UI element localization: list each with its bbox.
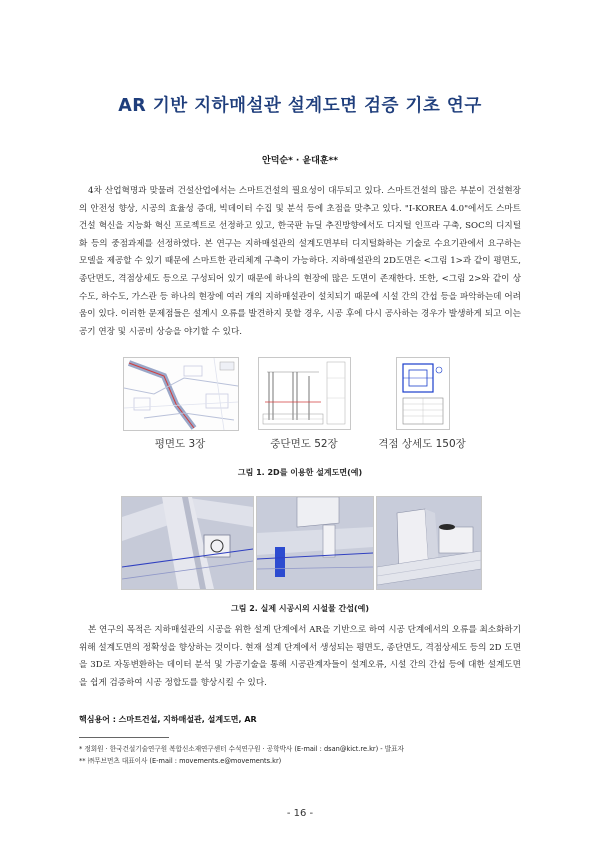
keywords: 핵심용어 : 스마트건설, 지하매설관, 설계도면, AR: [79, 715, 257, 724]
paper-title: AR 기반 지하매설관 설계도면 검증 기초 연구: [118, 96, 482, 116]
author-list: 안덕순* · 윤대훈**: [262, 156, 338, 166]
body-paragraph-1: 4차 산업혁명과 맞물려 건설산업에서는 스마트건설의 필요성이 대두되고 있다. 스마트건설의 많은 부분이 건설현장의 안전성 향상, 시공의 효율성 증대, 빅데이터 수집 및 분석 등에 초점을 맞추고 있다. "I-KOREA 4.0"에서도 스마트건설 혁신을 지능화 혁신 프로젝트로 선정하고 있고, 한국판 뉴딜 추진방향에서도 디지털 인프라 구축, SOC의 디지털화 등의 중점과제를 선정하였다. 본 연구는 지하매설관의 설계도면부터 디지털화하는 기술로 수요기관에서 요구하는 모델을 제공할 수 있기 때문에 스마트한 관리체계 구축이 가능하다. 지하매설관의 2D도면은 <그림 1>과 같이 평면도, 종단면도, 격점상세도 등으로 구성되어 있기 때문에 하나의 현장에 많은 도면이 존재한다. 또한, <그림 2>와 같이 상수도, 하수도, 가스관 등 하나의 현장에 여러 개의 지하매설관이 설치되기 때문에 시설 간의 간섭 등을 파악하는데 어려움이 있다. 이러한 문제점들은 설계시 오류를 발견하지 못할 경우, 시공 후에 다시 공사하는 경우가 발생하게 되고 이는 공기 연장 및 시공비 상승을 야기할 수 있다.: [79, 186, 521, 337]
figure1-label-plan: 평면도 3장: [154, 438, 206, 450]
figure1-detail-drawing: [396, 357, 450, 430]
page-number: - 16 -: [286, 808, 314, 819]
footnote-1: * 정회원 · 한국건설기술연구원 복합신소재연구센터 수석연구원 · 공학박사 (E-mail : dsan@kict.re.kr) - 발표자: [79, 745, 404, 753]
figure1-caption: 그림 1. 2D를 이용한 설계도면(예): [237, 468, 363, 477]
figure1-label-detail: 격점 상세도 150장: [378, 438, 466, 450]
footnote-2: ** ㈜무브먼츠 대표이사 (E-mail : movements.e@movements.kr): [79, 757, 282, 765]
figure2-view-right: [376, 496, 482, 590]
figure1-label-profile: 중단면도 52장: [270, 438, 338, 450]
figure2-view-center: [256, 496, 374, 590]
figure2-caption: 그림 2. 실제 시공시의 시설물 간섭(예): [230, 604, 370, 613]
figure2-view-left: [121, 496, 254, 590]
figure1-profile-drawing: [258, 357, 351, 430]
body-paragraph-2: 본 연구의 목적은 지하매설관의 시공을 위한 설계 단계에서 AR을 기반으로 하여 시공 단계에서의 오류를 최소화하기 위해 설계도면의 정확성을 향상하는 것이다. 현재 설계 단계에서 생성되는 평면도, 종단면도, 격점상세도 등의 2D 도면을 3D로 자동변환하는 데이터 분석 및 가공기술을 통해 시공관계자들이 설계오류, 시설 간의 간섭 등에 대한 설계도면을 쉽게 검증하여 시공 정합도를 향상시킬 수 있다.: [79, 625, 521, 688]
figure1-plan-drawing: [123, 357, 239, 431]
footnote-divider: [79, 737, 169, 738]
